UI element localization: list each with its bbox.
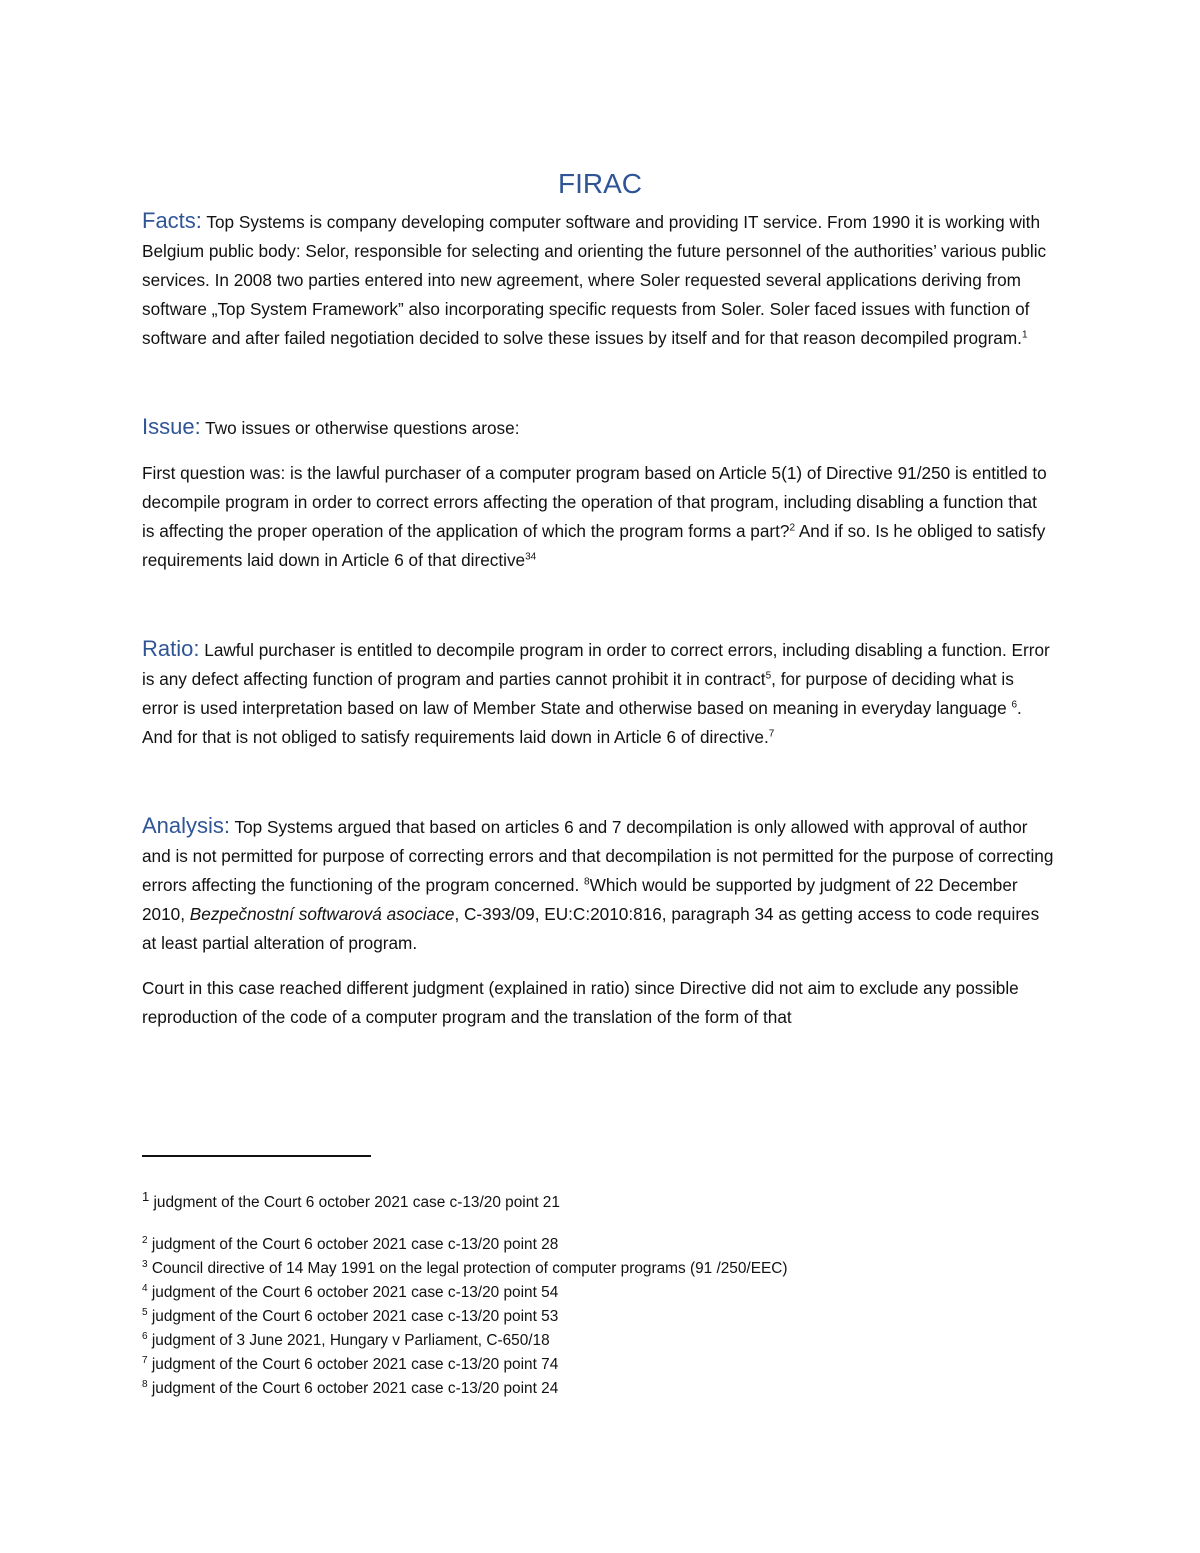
footnote-text: judgment of 3 June 2021, Hungary v Parliament, C-650/18 [147,1332,550,1349]
analysis-text-2: Which would be supported by judgment of 22 December 2010, [142,875,1018,924]
issue-paragraph [142,412,1054,443]
footnote-ref-2[interactable]: 2 [789,522,796,534]
footnote-8 [142,1377,1054,1401]
footnote-number: 4 [142,1282,148,1294]
ratio-paragraph [142,634,1054,752]
footnote-number: 3 [142,1258,148,1270]
footnote-7 [142,1353,1054,1377]
footnote-number: 6 [142,1330,148,1342]
footnote-ref-6[interactable]: 6 [1011,699,1018,711]
footnote-text: judgment of the Court 6 october 2021 case c-13/20 point 28 [147,1236,559,1253]
analysis-case-name: Bezpečnostní softwarová asociace [189,904,455,924]
footnote-text: Council directive of 14 May 1991 on the legal protection of computer programs (91 /250/EEC) [147,1260,788,1277]
document-title: FIRAC [558,168,642,199]
footnote-3 [142,1257,1054,1281]
footnote-2 [142,1233,1054,1257]
document-body [142,206,1054,1032]
footnote-ref-1[interactable]: 1 [1021,329,1028,341]
footnote-number: 7 [142,1354,148,1366]
facts-paragraph [142,206,1054,353]
ratio-text-2: , for purpose of deciding what is error is used interpretation based on law of Member State and otherwise based on meaning in everyday language [142,669,1014,718]
footnote-text: judgment of the Court 6 october 2021 case c-13/20 point 53 [147,1308,559,1325]
footnote-number: 5 [142,1306,148,1318]
footnote-ref-7[interactable]: 7 [768,728,775,740]
analysis-heading: Analysis: [142,813,231,838]
footnote-ref-3-4[interactable]: 34 [525,551,537,563]
ratio-heading: Ratio: [142,636,200,661]
facts-heading: Facts: [142,208,202,233]
analysis-paragraph [142,811,1054,958]
issue-question-text-1: First question was: is the lawful purchaser of a computer program based on Article 5(1) of Directive 91/250 is entitled to decompile program in order to correct errors affecting the operation of that program, including disabling a function that is affecting the proper operation of the application of which the program forms a part? [142,463,1047,541]
issue-intro: Two issues or otherwise questions arose: [205,418,520,438]
footnote-1 [142,1188,1054,1215]
footnote-ref-8[interactable]: 8 [584,876,590,888]
ratio-text-1: Lawful purchaser is entitled to decompile program in order to correct errors, including disabling a function. Error is any defect affecting function of program and parties cannot prohibit it in contract [142,640,1050,689]
footnote-text: judgment of the Court 6 october 2021 case c-13/20 point 21 [149,1194,560,1211]
ratio-text-3: . And for that is not obliged to satisfy requirements laid down in Article 6 of directive. [142,698,1022,747]
footnotes [142,1188,1054,1401]
issue-heading: Issue: [142,414,201,439]
footnote-text: judgment of the Court 6 october 2021 case c-13/20 point 24 [147,1380,559,1397]
footnote-text: judgment of the Court 6 october 2021 case c-13/20 point 54 [147,1284,559,1301]
footnote-number: 1 [142,1188,150,1204]
analysis-paragraph-2: Court in this case reached different judgment (explained in ratio) since Directive did not aim to exclude any possible reproduction of the code of a computer program and the translation of the form of that [142,978,1019,1027]
footnote-5 [142,1305,1054,1329]
issue-question-paragraph [142,459,1054,575]
footnote-text: judgment of the Court 6 october 2021 case c-13/20 point 74 [147,1356,559,1373]
footnote-ref-5[interactable]: 5 [765,670,772,682]
issue-question-text-2: And if so. Is he obliged to satisfy requirements laid down in Article 6 of that directive [142,521,1046,570]
footnote-separator [142,1155,371,1157]
footnote-number: 2 [142,1234,148,1246]
facts-text: Top Systems is company developing computer software and providing IT service. From 1990 it is working with Belgium public body: Selor, responsible for selecting and orienting the future personnel of the authorities’ various public services. In 2008 two parties entered into new agreement, where Soler requested several applications deriving from software „Top System Framework” also incorporating specific requests from Soler. Soler faced issues with function of software and after failed negotiation decided to solve these issues by itself and for that reason decompiled program. [142,212,1047,348]
footnote-4 [142,1281,1054,1305]
footnote-number: 8 [142,1378,148,1390]
analysis-text-3: , C-393/09, EU:C:2010:816, paragraph 34 as getting access to code requires at least partial alteration of program. [142,904,1040,953]
analysis-text-1: Top Systems argued that based on articles 6 and 7 decompilation is only allowed with approval of author and is not permitted for purpose of correcting errors and that decompilation is not permitted for the purpose of correcting errors affecting the functioning of the program concerned. [142,817,1054,895]
footnote-6 [142,1329,1054,1353]
